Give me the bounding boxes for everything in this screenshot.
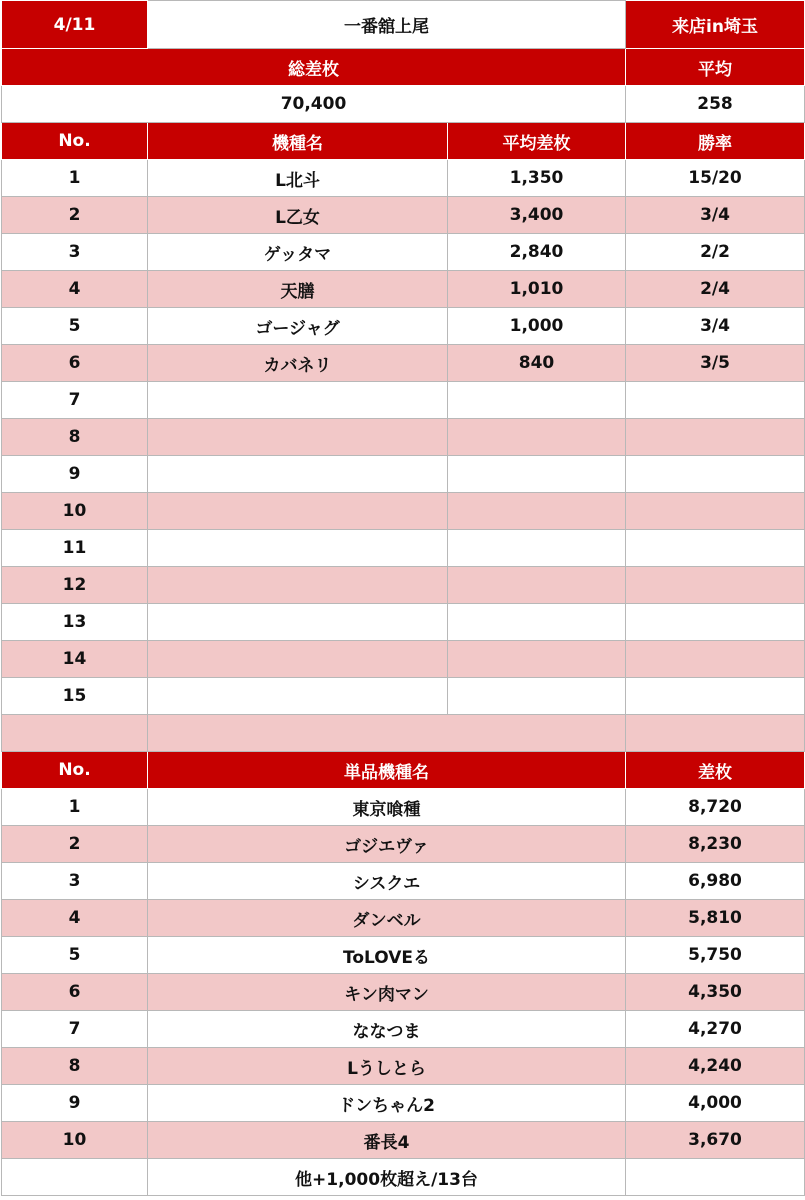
machine-name-cell [148,567,448,604]
single-row [2,900,805,937]
single-row [2,1122,805,1159]
machine-no-cell: 8 [2,419,148,456]
machine-avg-cell [448,641,626,678]
results-table [1,0,805,1196]
machine-avg-cell: 840 [448,345,626,382]
summary-label-row [2,49,805,86]
single-row [2,1048,805,1085]
machine-name-cell: 天膳 [148,271,448,308]
machine-winrate-cell [626,678,805,715]
single-name-cell: キン肉マン [148,974,626,1011]
machine-winrate-cell: 2/2 [626,234,805,271]
machine-winrate-cell: 3/4 [626,197,805,234]
single-diff-cell: 4,000 [626,1085,805,1122]
spacer-cell [2,715,148,752]
single-no-cell: 4 [2,900,148,937]
machine-row [2,345,805,382]
footer-blank-cell [626,1159,805,1196]
machine-winrate-cell [626,419,805,456]
machine-row [2,604,805,641]
single-diff-cell: 8,230 [626,826,805,863]
machine-row [2,493,805,530]
machine-header-row [2,123,805,160]
machine-avg-cell: 1,010 [448,271,626,308]
single-row [2,826,805,863]
machine-name-cell [148,678,448,715]
machine-col-no: No. [2,123,148,160]
single-col-diff: 差枚 [626,752,805,789]
machine-avg-cell [448,419,626,456]
machine-name-cell: ゲッタマ [148,234,448,271]
machine-row [2,678,805,715]
single-no-cell: 5 [2,937,148,974]
machine-col-winrate: 勝率 [626,123,805,160]
machine-winrate-cell: 15/20 [626,160,805,197]
machine-row [2,456,805,493]
machine-no-cell: 4 [2,271,148,308]
average-value: 258 [626,86,805,123]
machine-no-cell: 13 [2,604,148,641]
machine-winrate-cell [626,530,805,567]
single-diff-cell: 5,810 [626,900,805,937]
machine-avg-cell: 1,000 [448,308,626,345]
machine-name-cell: L北斗 [148,160,448,197]
machine-row [2,160,805,197]
single-row [2,937,805,974]
machine-no-cell: 2 [2,197,148,234]
machine-name-cell [148,641,448,678]
machine-row [2,234,805,271]
single-name-cell: ToLOVEる [148,937,626,974]
footer-row [2,1159,805,1196]
total-diff-value: 70,400 [2,86,626,123]
machine-avg-cell [448,456,626,493]
single-diff-cell: 4,270 [626,1011,805,1048]
machine-name-cell [148,382,448,419]
machine-no-cell: 5 [2,308,148,345]
store-name-cell: 一番舘上尾 [148,1,626,49]
machine-row [2,641,805,678]
machine-winrate-cell: 3/4 [626,308,805,345]
machine-winrate-cell: 3/5 [626,345,805,382]
machine-avg-cell [448,604,626,641]
single-row [2,863,805,900]
machine-avg-cell [448,567,626,604]
date-cell: 4/11 [2,1,148,49]
single-no-cell: 9 [2,1085,148,1122]
single-col-name: 単品機種名 [148,752,626,789]
machine-col-name: 機種名 [148,123,448,160]
single-col-no: No. [2,752,148,789]
single-no-cell: 8 [2,1048,148,1085]
machine-no-cell: 15 [2,678,148,715]
spacer-cell [148,715,626,752]
single-no-cell: 1 [2,789,148,826]
machine-no-cell: 6 [2,345,148,382]
single-row [2,789,805,826]
machine-avg-cell [448,493,626,530]
machine-no-cell: 14 [2,641,148,678]
single-no-cell: 7 [2,1011,148,1048]
machine-name-cell: カバネリ [148,345,448,382]
machine-row [2,308,805,345]
machine-name-cell [148,493,448,530]
machine-no-cell: 11 [2,530,148,567]
single-row [2,1011,805,1048]
single-name-cell: シスクエ [148,863,626,900]
machine-no-cell: 7 [2,382,148,419]
single-no-cell: 2 [2,826,148,863]
single-no-cell: 10 [2,1122,148,1159]
single-name-cell: ドンちゃん2 [148,1085,626,1122]
machine-winrate-cell [626,456,805,493]
single-diff-cell: 3,670 [626,1122,805,1159]
machine-winrate-cell [626,382,805,419]
total-diff-label: 総差枚 [2,49,626,86]
single-diff-cell: 4,350 [626,974,805,1011]
machine-name-cell: L乙女 [148,197,448,234]
single-diff-cell: 4,240 [626,1048,805,1085]
spacer-cell [626,715,805,752]
machine-avg-cell: 2,840 [448,234,626,271]
single-name-cell: ななつま [148,1011,626,1048]
machine-row [2,271,805,308]
single-diff-cell: 6,980 [626,863,805,900]
summary-value-row [2,86,805,123]
footer-blank-cell [2,1159,148,1196]
machine-no-cell: 10 [2,493,148,530]
spacer-row [2,715,805,752]
machine-no-cell: 3 [2,234,148,271]
machine-col-avg: 平均差枚 [448,123,626,160]
machine-winrate-cell: 2/4 [626,271,805,308]
single-diff-cell: 8,720 [626,789,805,826]
footer-note-cell: 他+1,000枚超え/13台 [148,1159,626,1196]
machine-no-cell: 12 [2,567,148,604]
single-name-cell: Lうしとら [148,1048,626,1085]
machine-avg-cell: 1,350 [448,160,626,197]
machine-winrate-cell [626,604,805,641]
single-diff-cell: 5,750 [626,937,805,974]
single-row [2,974,805,1011]
machine-avg-cell: 3,400 [448,197,626,234]
single-name-cell: ゴジエヴァ [148,826,626,863]
event-cell: 来店in埼玉 [626,1,805,49]
single-name-cell: 番長4 [148,1122,626,1159]
machine-name-cell [148,530,448,567]
machine-row [2,382,805,419]
single-no-cell: 3 [2,863,148,900]
machine-avg-cell [448,382,626,419]
single-no-cell: 6 [2,974,148,1011]
machine-row [2,567,805,604]
machine-row [2,419,805,456]
machine-name-cell: ゴージャグ [148,308,448,345]
machine-avg-cell [448,678,626,715]
machine-winrate-cell [626,641,805,678]
machine-winrate-cell [626,567,805,604]
machine-no-cell: 1 [2,160,148,197]
single-header-row [2,752,805,789]
single-row [2,1085,805,1122]
single-name-cell: ダンベル [148,900,626,937]
machine-avg-cell [448,530,626,567]
machine-name-cell [148,456,448,493]
single-name-cell: 東京喰種 [148,789,626,826]
machine-no-cell: 9 [2,456,148,493]
machine-row [2,530,805,567]
machine-name-cell [148,419,448,456]
machine-row [2,197,805,234]
machine-name-cell [148,604,448,641]
machine-winrate-cell [626,493,805,530]
header-row [2,1,805,49]
average-label: 平均 [626,49,805,86]
